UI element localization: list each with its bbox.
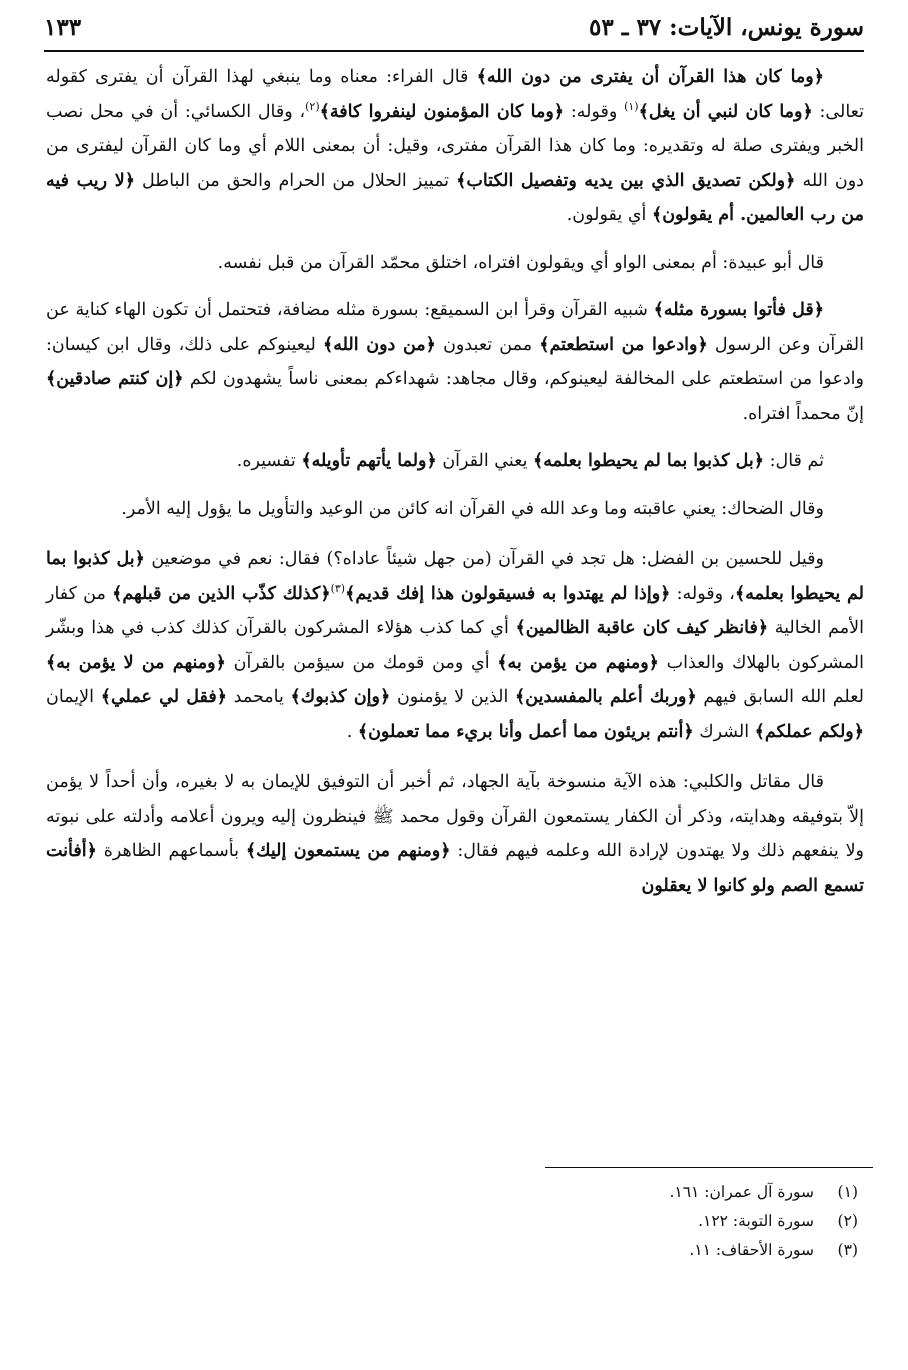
- footnote-text: سورة آل عمران: ١٦١.: [669, 1183, 814, 1201]
- quran-verse: ﴿وإذا لم يهتدوا به فسيقولون هذا إفك قديم﴾: [345, 583, 671, 604]
- paragraph: [46, 542, 864, 749]
- commentary-text: أي كما كذب هؤلاء المشركون بالقرآن كذلك كذب في هذا وبشّر المشركون بالهلاك والعذاب: [46, 618, 864, 673]
- commentary-text: أي ومن قومك من سيؤمن بالقرآن: [225, 652, 498, 673]
- quran-verse: ﴿وربك أعلم بالمفسدين﴾: [515, 687, 697, 707]
- footnote-text: سورة التوبة: ١٢٢.: [698, 1212, 814, 1230]
- commentary-text: ثم قال:: [764, 451, 824, 471]
- commentary-text: تفسيره.: [236, 451, 302, 471]
- paragraph: [46, 293, 864, 431]
- quran-verse: ﴿لا ريب فيه من رب العالمين. أم يقولون﴾: [46, 170, 864, 225]
- quran-verse: ﴿ومنهم من يؤمن به﴾: [497, 652, 659, 673]
- commentary-text: لعلم الله السابق فيهم: [696, 687, 864, 707]
- commentary-text: قال أبو عبيدة: أم بمعنى الواو أي ويقولون افتراه، اختلق محمّد القرآن من قبل نفسه.: [217, 252, 824, 273]
- quran-verse: ﴿ولكم عملكم﴾: [754, 721, 864, 742]
- footnote-ref: (١): [624, 99, 639, 113]
- footnote-text: سورة الأحقاف: ١١.: [689, 1241, 814, 1259]
- paragraph: [46, 444, 864, 479]
- commentary-text: أي يقولون.: [566, 205, 652, 225]
- commentary-text: تمييز الحلال من الحرام والحق من الباطل: [134, 170, 457, 191]
- commentary-text: قال مقاتل والكلبي: هذه الآية منسوخة بآية الجهاد، ثم أخبر أن التوفيق للإيمان به لا بغيره، وأن أحداً لا يؤمن إلاّ بتوفيقه وهدايته، وذكر أن الكفار يستمعون القرآن وقول محمد ﷺ فينظرون إليه ويرون أعلامه وأدلته على نبوته ولا ينفعهم ذلك ولا يهتدون لإرادة الله وعلمه فيهم فقال:: [46, 772, 864, 861]
- commentary-text: ممن تعبدون: [435, 334, 540, 355]
- quran-verse: ﴿وادعوا من استطعتم﴾: [539, 334, 708, 355]
- commentary-text: ، وقال الكسائي: أن في محل نصب الخبر ويفترى صلة له وتقديره: وما كان هذا القرآن مفترى، وقيل: أن بمعنى اللام أي وما كان القرآن ليفترى من دون الله: [46, 101, 864, 191]
- quran-verse: ﴿أفأنت تسمع الصم ولو كانوا لا يعقلون: [46, 841, 864, 896]
- footnote-number: (٣): [837, 1241, 858, 1259]
- footnote: [46, 1207, 864, 1236]
- footnotes: [46, 1178, 864, 1265]
- page-number: ١٣٣: [44, 13, 82, 41]
- commentary-text: يامحمد: [226, 687, 291, 707]
- commentary-text: شبيه القرآن وقرأ ابن السميقع: بسورة مثله مضافة، فتحتمل أن تكون الهاء كناية عن القرآن وعن الرسول: [46, 300, 864, 355]
- commentary-text: الشرك: [693, 721, 755, 742]
- commentary-text: وقيل للحسين بن الفضل: هل تجد في القرآن (من جهل شيئاً عاداه؟) فقال: نعم في موضعين: [144, 549, 824, 569]
- paragraph: [46, 60, 864, 233]
- footnote-separator: [545, 1167, 873, 1168]
- commentary-text: وقوله:: [564, 101, 625, 122]
- commentary-text: إنّ محمداً افتراه.: [742, 403, 864, 424]
- header-rule: [44, 50, 864, 52]
- commentary-text: ، وقوله:: [670, 583, 735, 604]
- running-title: سورة يونس، الآيات: ٣٧ ـ ٥٣: [588, 13, 864, 41]
- quran-verse: ﴿ولكن تصديق الذي بين يديه وتفصيل الكتاب﴾: [456, 170, 796, 191]
- quran-verse: ﴿ولما يأتهم تأويله﴾: [301, 451, 437, 471]
- footnote: [46, 1178, 864, 1207]
- quran-verse: ﴿قل فأتوا بسورة مثله﴾: [653, 300, 824, 320]
- quran-verse: ﴿فانظر كيف كان عاقبة الظالمين﴾: [515, 618, 769, 638]
- quran-verse: ﴿بل كذبوا بما لم يحيطوا بعلمه﴾: [46, 549, 864, 604]
- footnote: [46, 1236, 864, 1265]
- quran-verse: ﴿وما كان هذا القرآن أن يفترى من دون الله﴾: [476, 67, 824, 87]
- quran-verse: ﴿كذلك كذّب الذين من قبلهم﴾: [112, 583, 331, 604]
- commentary-text: بأسماعهم الظاهرة: [96, 841, 246, 861]
- footnote-ref: (٣): [330, 581, 346, 595]
- quran-verse: ﴿من دون الله﴾: [322, 334, 436, 355]
- quran-verse: ﴿أنتم بريئون مما أعمل وأنا بريء مما تعملون﴾: [357, 721, 694, 742]
- footnote-number: (٢): [837, 1212, 858, 1230]
- paragraph: [46, 492, 864, 527]
- commentary-text: يعني القرآن: [436, 451, 534, 471]
- footnote-number: (١): [837, 1183, 858, 1201]
- commentary-text: .: [346, 721, 358, 742]
- commentary-text: قال الفراء: معناه وما ينبغي لهذا القرآن أن يفترى كقوله تعالى:: [46, 67, 864, 122]
- commentary-text: الذين لا يؤمنون: [390, 687, 516, 707]
- body-text: [46, 60, 864, 916]
- commentary-text: ليعينوكم على ذلك، وقال ابن كيسان: وادعوا من استطعتم على المخالفة ليعينوكم، وقال مجاهد: شهداءكم بمعنى ناساً يشهدون لكم: [46, 334, 864, 389]
- paragraph: [46, 246, 864, 281]
- quran-verse: ﴿فقل لي عملي﴾: [100, 687, 227, 707]
- paragraph: [46, 765, 864, 903]
- commentary-text: وقال الضحاك: يعني عاقبته وما وعد الله في القرآن انه كائن من الوعيد والتأويل ما يؤول إليه الأمر.: [121, 498, 824, 519]
- quran-verse: ﴿ومنهم من لا يؤمن به﴾: [46, 652, 226, 673]
- commentary-text: من كفار الأمم الخالية: [46, 583, 865, 638]
- footnote-ref: (٢): [305, 99, 320, 113]
- page-header: [44, 6, 864, 48]
- quran-verse: ﴿وما كان لنبي أن يغل﴾: [638, 101, 813, 122]
- quran-verse: ﴿بل كذبوا بما لم يحيطوا بعلمه﴾: [533, 451, 765, 471]
- quran-verse: ﴿إن كنتم صادقين﴾: [46, 369, 184, 389]
- quran-verse: ﴿وما كان المؤمنون لينفروا كافة﴾: [319, 101, 565, 122]
- quran-verse: ﴿وإن كذبوك﴾: [290, 687, 391, 707]
- commentary-text: الإيمان: [46, 687, 101, 707]
- quran-verse: ﴿ومنهم من يستمعون إليك﴾: [245, 841, 451, 861]
